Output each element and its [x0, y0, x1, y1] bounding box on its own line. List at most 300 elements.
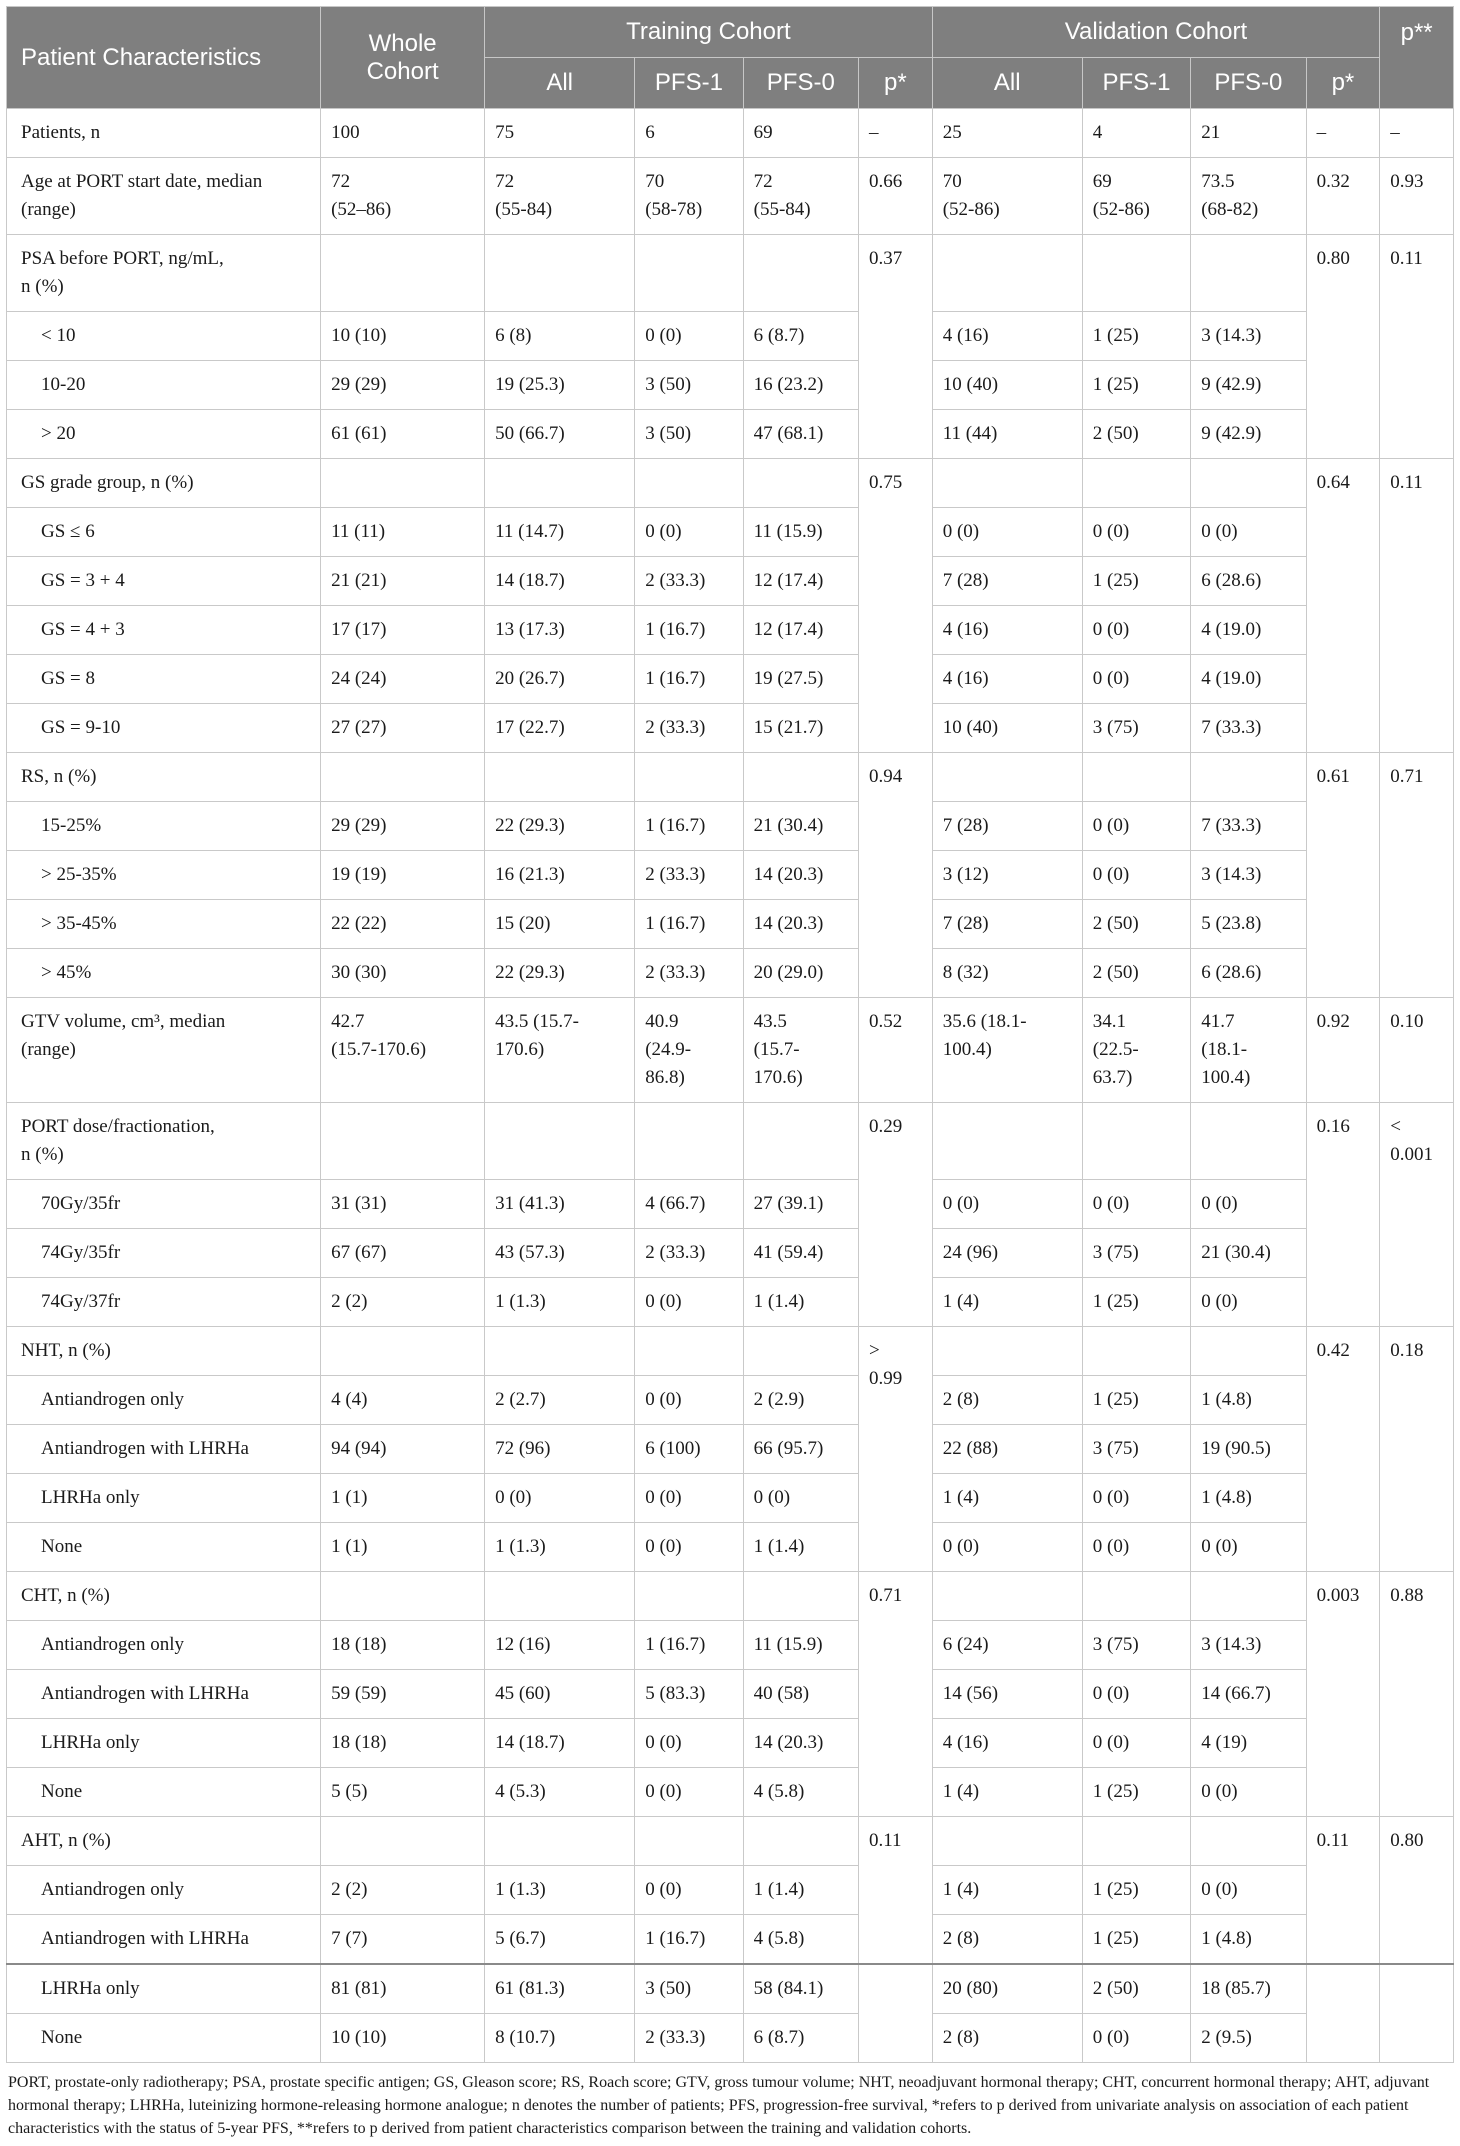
cell-text: 2 (33.3): [645, 717, 706, 738]
cell-text: 4 (16): [942, 1732, 989, 1753]
cell-text: 74Gy/35fr: [41, 1242, 121, 1263]
validation-pfs1-cell: [1082, 1768, 1190, 1817]
cell-text: 16 (23.2): [753, 374, 824, 395]
cell-text: 0 (0): [645, 1732, 682, 1753]
cell-text: 14 (56): [942, 1683, 999, 1704]
table-row-category: [7, 1572, 1454, 1621]
header-training-pfs1: PFS-1: [635, 58, 743, 109]
training-pfs0-cell: [743, 1425, 858, 1474]
cell-text: 0.11: [1390, 248, 1423, 269]
validation-all-cell: [932, 949, 1082, 998]
cell-text: 47 (68.1): [753, 423, 824, 444]
whole-cohort-cell: [321, 802, 485, 851]
validation-pfs1-cell: [1082, 361, 1190, 410]
validation-all-cell: [932, 1964, 1082, 2014]
cell-text: 1 (25): [1092, 1389, 1139, 1410]
cell-text: (22.5-: [1092, 1039, 1139, 1060]
cell-text: LHRHa only: [41, 1487, 140, 1508]
validation-pfs0-cell: [1191, 508, 1306, 557]
validation-p-cell: [1306, 1964, 1380, 2063]
cell-text: 12 (17.4): [753, 619, 824, 640]
whole-cohort-cell: [321, 312, 485, 361]
header-training-cohort: Training Cohort: [485, 7, 933, 58]
cell-text: 2 (2.9): [753, 1389, 805, 1410]
cell-text: 0 (0): [1092, 864, 1130, 885]
validation-pfs1-cell: [1082, 655, 1190, 704]
table-row-subcategory: [7, 1719, 1454, 1768]
whole-cohort-cell: [321, 158, 485, 235]
training-all-cell: [485, 1376, 635, 1425]
cell-text: 0 (0): [942, 1536, 980, 1557]
validation-all-cell: [932, 158, 1082, 235]
training-all-cell: [485, 851, 635, 900]
validation-pfs1-cell: [1082, 802, 1190, 851]
cell-text: 1 (1.3): [495, 1536, 546, 1557]
training-pfs0-cell: [743, 1915, 858, 1965]
cell-text: 1 (1.3): [495, 1879, 546, 1900]
validation-pfs0-cell: [1191, 1327, 1306, 1376]
training-pfs0-cell: [743, 606, 858, 655]
table-body: [7, 109, 1454, 2063]
cell-text: 7 (33.3): [1201, 815, 1262, 836]
cell-text: 8 (32): [942, 962, 989, 983]
cell-text: (58-78): [645, 199, 703, 220]
training-pfs1-cell: [635, 753, 743, 802]
cell-text: 21 (21): [331, 570, 387, 591]
whole-cohort-cell: [321, 753, 485, 802]
cell-text: (55-84): [495, 199, 553, 220]
validation-pfs1-cell: [1082, 704, 1190, 753]
validation-all-cell: [932, 557, 1082, 606]
training-all-cell: [485, 949, 635, 998]
row-label: [7, 1768, 321, 1817]
validation-p-cell: [1306, 1817, 1380, 1965]
training-p-cell: [858, 1817, 932, 1965]
cell-text: 19 (19): [331, 864, 387, 885]
cell-text: 17 (22.7): [495, 717, 565, 738]
validation-p-cell: [1306, 235, 1380, 459]
cell-text: 72: [753, 171, 773, 192]
training-pfs0-cell: [743, 802, 858, 851]
whole-cohort-cell: [321, 1278, 485, 1327]
training-p-cell: [858, 109, 932, 158]
validation-pfs0-cell: [1191, 1621, 1306, 1670]
validation-all-cell: [932, 235, 1082, 312]
cell-text: 0 (0): [1092, 521, 1130, 542]
cell-text: 0.32: [1316, 171, 1350, 192]
training-all-cell: [485, 508, 635, 557]
whole-cohort-cell: [321, 704, 485, 753]
training-pfs0-cell: [743, 1376, 858, 1425]
cell-text: 0 (0): [495, 1487, 532, 1508]
cell-text: 0 (0): [645, 1389, 682, 1410]
header-p-overall: p**: [1380, 7, 1454, 109]
training-pfs1-cell: [635, 1229, 743, 1278]
whole-cohort-cell: [321, 2014, 485, 2063]
cell-text: 67 (67): [331, 1242, 387, 1263]
validation-pfs1-cell: [1082, 900, 1190, 949]
cell-text: 0 (0): [645, 1536, 682, 1557]
validation-pfs0-cell: [1191, 158, 1306, 235]
training-all-cell: [485, 1229, 635, 1278]
training-p-cell: [858, 1964, 932, 2063]
cell-text: 86.8): [645, 1067, 685, 1088]
training-all-cell: [485, 1670, 635, 1719]
cell-text: 21 (30.4): [753, 815, 824, 836]
row-label: [7, 606, 321, 655]
row-label: [7, 802, 321, 851]
header-training-p: p*: [858, 58, 932, 109]
cell-text: GS = 4 + 3: [41, 619, 125, 640]
whole-cohort-cell: [321, 900, 485, 949]
cell-text: 14 (20.3): [753, 1732, 824, 1753]
training-all-cell: [485, 704, 635, 753]
training-pfs0-cell: [743, 109, 858, 158]
validation-pfs1-cell: [1082, 851, 1190, 900]
training-pfs0-cell: [743, 753, 858, 802]
validation-p-cell: [1306, 998, 1380, 1103]
cell-text: 27 (39.1): [753, 1193, 824, 1214]
validation-all-cell: [932, 1523, 1082, 1572]
table-row-subcategory: [7, 1866, 1454, 1915]
training-pfs1-cell: [635, 1964, 743, 2014]
training-pfs0-cell: [743, 508, 858, 557]
cohort-comparison-p-cell: [1380, 753, 1454, 998]
cell-text: 0 (0): [1092, 1536, 1130, 1557]
validation-all-cell: [932, 900, 1082, 949]
validation-pfs0-cell: [1191, 1915, 1306, 1965]
row-label: [7, 753, 321, 802]
validation-all-cell: [932, 410, 1082, 459]
training-pfs1-cell: [635, 109, 743, 158]
cell-text: 0.66: [868, 171, 903, 192]
training-p-cell: [858, 1103, 932, 1327]
cell-text: 34.1: [1092, 1011, 1127, 1032]
validation-pfs1-cell: [1082, 1103, 1190, 1180]
cell-text: > 20: [41, 423, 76, 444]
whole-cohort-cell: [321, 1572, 485, 1621]
training-p-cell: [858, 998, 932, 1103]
table-row-subcategory: [7, 1621, 1454, 1670]
cell-text: 1 (25): [1092, 1879, 1139, 1900]
validation-pfs0-cell: [1191, 2014, 1306, 2063]
cohort-comparison-p-cell: [1380, 459, 1454, 753]
cell-text: LHRHa only: [41, 1732, 140, 1753]
cell-text: GS = 3 + 4: [41, 570, 125, 591]
validation-pfs0-cell: [1191, 1278, 1306, 1327]
validation-pfs0-cell: [1191, 753, 1306, 802]
cohort-comparison-p-cell: [1380, 235, 1454, 459]
cell-text: 4 (66.7): [645, 1193, 706, 1214]
cell-text: 6 (8): [495, 325, 532, 346]
cell-text: 18 (18): [331, 1634, 387, 1655]
cohort-comparison-p-cell: [1380, 1964, 1454, 2063]
cell-text: 30 (30): [331, 962, 387, 983]
row-label: [7, 1278, 321, 1327]
training-all-cell: [485, 1964, 635, 2014]
validation-pfs0-cell: [1191, 1572, 1306, 1621]
cell-text: 21 (30.4): [1201, 1242, 1271, 1263]
training-pfs0-cell: [743, 1572, 858, 1621]
whole-cohort-cell: [321, 109, 485, 158]
cell-text: 11 (15.9): [753, 1634, 823, 1655]
cell-text: 2 (2): [331, 1879, 368, 1900]
training-all-cell: [485, 1425, 635, 1474]
row-label: [7, 109, 321, 158]
training-pfs1-cell: [635, 361, 743, 410]
cell-text: 0.80: [1316, 248, 1350, 269]
table-row-subcategory: [7, 1278, 1454, 1327]
validation-pfs0-cell: [1191, 1376, 1306, 1425]
cell-text: 4 (5.8): [753, 1781, 805, 1802]
cell-text: LHRHa only: [41, 1978, 140, 1999]
cell-text: 45 (60): [495, 1683, 551, 1704]
table-row-subcategory: [7, 1425, 1454, 1474]
header-validation-pfs1: PFS-1: [1082, 58, 1190, 109]
training-pfs0-cell: [743, 851, 858, 900]
header-validation-all: All: [932, 58, 1082, 109]
cell-text: 20 (26.7): [495, 668, 565, 689]
table-row-subcategory: [7, 361, 1454, 410]
cell-text: Antiandrogen with LHRHa: [41, 1683, 249, 1704]
cell-text: 1 (4): [942, 1487, 980, 1508]
cell-text: NHT, n (%): [21, 1340, 111, 1361]
cell-text: 0.42: [1316, 1340, 1350, 1361]
cell-text: 4 (16): [942, 619, 989, 640]
whole-cohort-cell: [321, 1425, 485, 1474]
cell-text: 14 (20.3): [753, 913, 824, 934]
validation-pfs1-cell: [1082, 1523, 1190, 1572]
validation-pfs0-cell: [1191, 1474, 1306, 1523]
row-label: [7, 158, 321, 235]
cell-text: 0 (0): [753, 1487, 791, 1508]
cell-text: 0 (0): [645, 1781, 682, 1802]
cell-text: 18 (85.7): [1201, 1978, 1271, 1999]
cell-text: 24 (24): [331, 668, 387, 689]
cell-text: 3 (75): [1092, 1242, 1139, 1263]
cell-text: 7 (7): [331, 1928, 368, 1949]
cell-text: 2 (2.7): [495, 1389, 546, 1410]
cell-text: 10 (40): [942, 717, 999, 738]
training-p-cell: [858, 158, 932, 235]
cell-text: 10 (10): [331, 2027, 387, 2048]
cell-text: > 45%: [41, 962, 92, 983]
cell-text: 9 (42.9): [1201, 374, 1262, 395]
cell-text: (15.7-170.6): [331, 1039, 427, 1060]
cell-text: 3 (50): [645, 1978, 692, 1999]
whole-cohort-cell: [321, 1915, 485, 1965]
training-all-cell: [485, 158, 635, 235]
cell-text: PORT dose/fractionation,: [21, 1116, 215, 1137]
cell-text: 4 (19.0): [1201, 619, 1262, 640]
cell-text: 1 (4.8): [1201, 1487, 1252, 1508]
patient-characteristics-table: [6, 6, 1454, 2063]
cell-text: Antiandrogen with LHRHa: [41, 1928, 249, 1949]
row-label: [7, 508, 321, 557]
training-pfs1-cell: [635, 1572, 743, 1621]
validation-pfs0-cell: [1191, 1964, 1306, 2014]
row-label: [7, 1180, 321, 1229]
training-pfs0-cell: [743, 1670, 858, 1719]
validation-pfs0-cell: [1191, 109, 1306, 158]
training-pfs0-cell: [743, 1964, 858, 2014]
cell-text: 0.37: [868, 248, 903, 269]
whole-cohort-cell: [321, 1523, 485, 1572]
table-row-subcategory: [7, 1964, 1454, 2014]
cell-text: 72: [331, 171, 351, 192]
training-pfs1-cell: [635, 1180, 743, 1229]
validation-p-cell: [1306, 158, 1380, 235]
training-p-cell: [858, 1572, 932, 1817]
cell-text: 0.94: [868, 766, 903, 787]
cell-text: (24.9-: [645, 1039, 692, 1060]
cell-text: 24 (96): [942, 1242, 999, 1263]
training-pfs0-cell: [743, 410, 858, 459]
table-row-subcategory: [7, 1523, 1454, 1572]
cell-text: 70: [645, 171, 665, 192]
validation-pfs0-cell: [1191, 1523, 1306, 1572]
cell-text: 100.4): [1201, 1067, 1251, 1088]
cell-text: 170.6): [753, 1067, 803, 1088]
cell-text: 25: [942, 122, 962, 143]
validation-pfs0-cell: [1191, 1229, 1306, 1278]
validation-all-cell: [932, 459, 1082, 508]
training-pfs0-cell: [743, 1866, 858, 1915]
cell-text: 3 (75): [1092, 1634, 1139, 1655]
validation-pfs1-cell: [1082, 1425, 1190, 1474]
cell-text: 0.93: [1390, 171, 1424, 192]
cell-text: 50 (66.7): [495, 423, 565, 444]
training-pfs0-cell: [743, 1229, 858, 1278]
training-pfs1-cell: [635, 1278, 743, 1327]
cohort-comparison-p-cell: [1380, 1817, 1454, 1965]
cell-text: 4 (19): [1201, 1732, 1248, 1753]
training-pfs0-cell: [743, 949, 858, 998]
whole-cohort-cell: [321, 1719, 485, 1768]
cohort-comparison-p-cell: [1380, 158, 1454, 235]
cell-text: 12 (17.4): [753, 570, 824, 591]
training-pfs1-cell: [635, 2014, 743, 2063]
table-row-subcategory: [7, 1474, 1454, 1523]
training-all-cell: [485, 1817, 635, 1866]
training-all-cell: [485, 235, 635, 312]
row-label: [7, 1474, 321, 1523]
training-all-cell: [485, 1327, 635, 1376]
cell-text: 0.003: [1316, 1585, 1360, 1606]
cell-text: 2 (50): [1092, 1978, 1139, 1999]
training-pfs1-cell: [635, 557, 743, 606]
training-all-cell: [485, 1768, 635, 1817]
training-pfs1-cell: [635, 1621, 743, 1670]
cell-text: 1 (4): [942, 1879, 980, 1900]
validation-pfs0-cell: [1191, 949, 1306, 998]
validation-pfs0-cell: [1191, 235, 1306, 312]
cell-text: 2 (8): [942, 2027, 980, 2048]
cell-text: 100.4): [942, 1039, 992, 1060]
cell-text: 6: [645, 122, 655, 143]
validation-pfs0-cell: [1191, 1817, 1306, 1866]
cell-text: 0.88: [1390, 1585, 1424, 1606]
training-all-cell: [485, 1572, 635, 1621]
validation-pfs1-cell: [1082, 1327, 1190, 1376]
cell-text: 6 (100): [645, 1438, 701, 1459]
training-all-cell: [485, 1474, 635, 1523]
cell-text: 22 (29.3): [495, 815, 565, 836]
validation-pfs0-cell: [1191, 361, 1306, 410]
table-row-subcategory: [7, 949, 1454, 998]
cell-text: 10 (10): [331, 325, 387, 346]
cell-text: 16 (21.3): [495, 864, 565, 885]
cell-text: 2 (50): [1092, 962, 1139, 983]
cell-text: 74Gy/37fr: [41, 1291, 121, 1312]
row-label: [7, 361, 321, 410]
validation-all-cell: [932, 851, 1082, 900]
cell-text: 40 (58): [753, 1683, 810, 1704]
cell-text: 1 (4.8): [1201, 1389, 1252, 1410]
cell-text: 4 (5.3): [495, 1781, 546, 1802]
validation-all-cell: [932, 1719, 1082, 1768]
training-all-cell: [485, 753, 635, 802]
cell-text: GS = 9-10: [41, 717, 121, 738]
row-label: [7, 1572, 321, 1621]
table-row-subcategory: [7, 410, 1454, 459]
row-label: [7, 900, 321, 949]
validation-all-cell: [932, 1572, 1082, 1621]
cell-text: 1 (1.4): [753, 1291, 805, 1312]
table-footnote: PORT, prostate-only radiotherapy; PSA, prostate specific antigen; GS, Gleason score; RS, Roach score; GTV, gross tumour volume; NHT, neoadjuvant hormonal therapy; CHT, concurrent hormonal therapy; AHT, adjuvant hormonal therapy; LHRHa, luteinizing hormone-releasing hormone analogue; n denotes the number of patients; PFS, progression-free survival, *refers to p derived from univariate analysis on association of each patient characteristics with the status of 5-year PFS, **refers to p derived from patient characteristics comparison between the training and validation cohorts.: [8, 2074, 1430, 2137]
validation-all-cell: [932, 1621, 1082, 1670]
cell-text: 1 (25): [1092, 325, 1139, 346]
cell-text: 19 (25.3): [495, 374, 565, 395]
table-row-subcategory: [7, 2014, 1454, 2063]
validation-pfs0-cell: [1191, 410, 1306, 459]
cell-text: CHT, n (%): [21, 1585, 110, 1606]
training-pfs1-cell: [635, 235, 743, 312]
row-label: [7, 1964, 321, 2014]
training-p-cell: [858, 1327, 932, 1572]
validation-all-cell: [932, 1768, 1082, 1817]
validation-pfs1-cell: [1082, 1621, 1190, 1670]
cell-text: 3 (14.3): [1201, 325, 1262, 346]
table-row-subcategory: [7, 606, 1454, 655]
training-pfs0-cell: [743, 655, 858, 704]
training-pfs0-cell: [743, 1474, 858, 1523]
whole-cohort-cell: [321, 1621, 485, 1670]
training-pfs0-cell: [743, 1180, 858, 1229]
training-pfs0-cell: [743, 1327, 858, 1376]
training-all-cell: [485, 606, 635, 655]
validation-pfs1-cell: [1082, 557, 1190, 606]
cell-text: 2 (9.5): [1201, 2027, 1252, 2048]
cell-text: 0 (0): [1201, 1536, 1238, 1557]
row-label: [7, 949, 321, 998]
table-row-subcategory: [7, 900, 1454, 949]
validation-p-cell: [1306, 753, 1380, 998]
cell-text: 3 (50): [645, 423, 692, 444]
training-pfs0-cell: [743, 704, 858, 753]
validation-all-cell: [932, 1103, 1082, 1180]
training-pfs0-cell: [743, 1621, 858, 1670]
validation-pfs1-cell: [1082, 1964, 1190, 2014]
cell-text: 0 (0): [1092, 668, 1130, 689]
cell-text: 9 (42.9): [1201, 423, 1262, 444]
header-whole-cohort: Whole Cohort: [321, 7, 485, 109]
validation-pfs0-cell: [1191, 459, 1306, 508]
validation-all-cell: [932, 1915, 1082, 1965]
validation-pfs1-cell: [1082, 1278, 1190, 1327]
cell-text: 61 (81.3): [495, 1978, 565, 1999]
cell-text: (68-82): [1201, 199, 1259, 220]
